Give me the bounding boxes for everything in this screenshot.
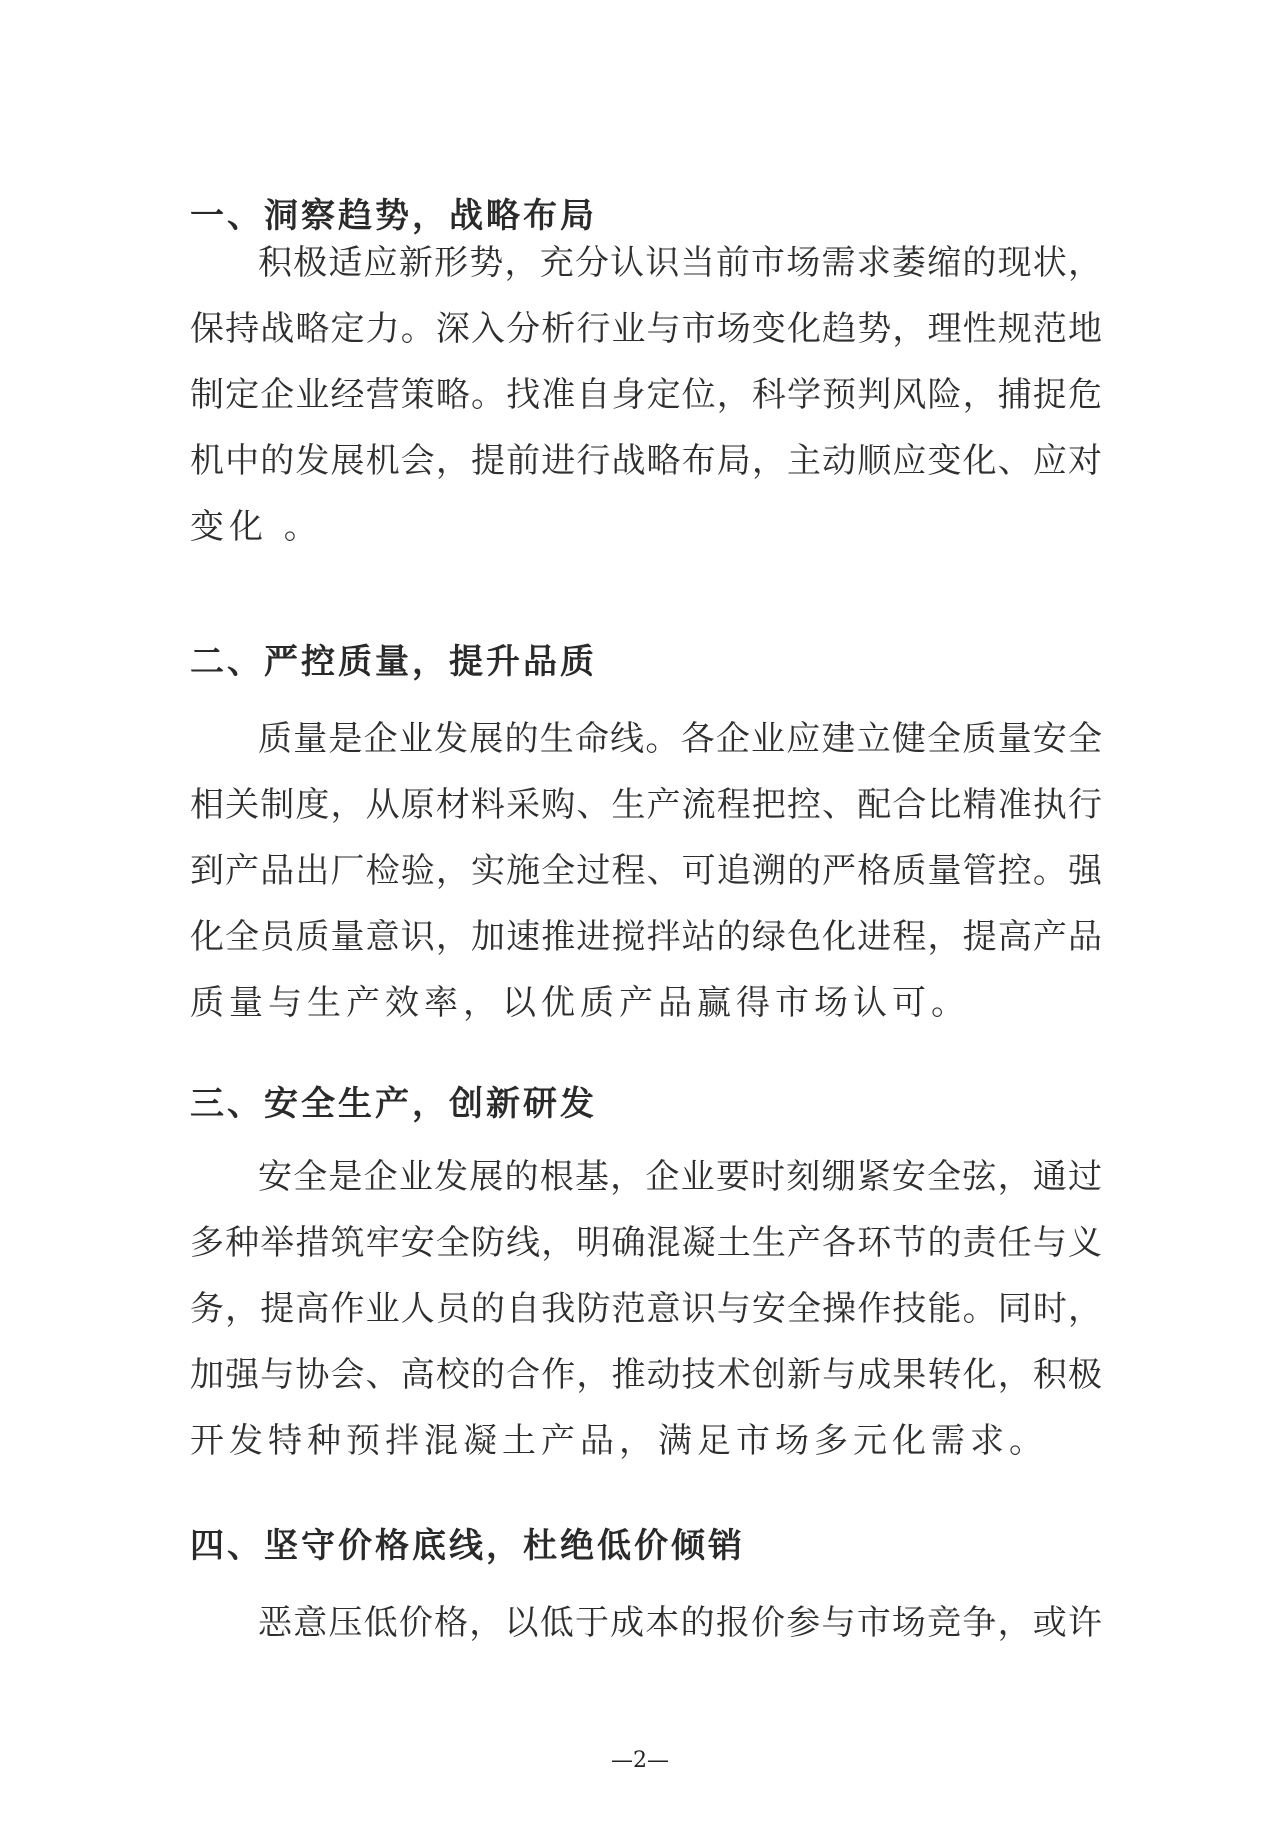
paragraph-line: 变化 。: [190, 507, 323, 547]
section-heading: 一、洞察趋势，战略布局: [190, 196, 597, 236]
section-3-body: [190, 1144, 1102, 1474]
paragraph-line: 开发特种预拌混凝土产品，满足市场多元化需求。: [190, 1421, 1048, 1461]
paragraph-line: 相关制度，从原材料采购、生产流程把控、配合比精准执行: [190, 785, 1102, 825]
paragraph-line: 恶意压低价格，以低于成本的报价参与市场竞争，或许: [258, 1603, 1102, 1643]
section-heading: 二、严控质量，提升品质: [190, 642, 597, 682]
section-4-body: [190, 1590, 1102, 1656]
paragraph-line: 质量是企业发展的生命线。各企业应建立健全质量安全: [258, 719, 1102, 759]
section-4: [190, 1508, 1102, 1584]
section-2-body: [190, 706, 1102, 1036]
paragraph-line: 务，提高作业人员的自我防范意识与安全操作技能。同时，: [190, 1289, 1102, 1329]
section-2: [190, 624, 1102, 700]
paragraph-line: 多种举措筑牢安全防线，明确混凝土生产各环节的责任与义: [190, 1223, 1102, 1263]
section-3: [190, 1066, 1102, 1142]
page-number: —2—: [611, 1748, 669, 1773]
paragraph-line: 安全是企业发展的根基，企业要时刻绷紧安全弦，通过: [258, 1157, 1102, 1197]
paragraph-line: 加强与协会、高校的合作，推动技术创新与成果转化，积极: [190, 1355, 1102, 1395]
paragraph-line: 制定企业经营策略。找准自身定位，科学预判风险，捕捉危: [190, 375, 1102, 415]
paragraph-line: 保持战略定力。深入分析行业与市场变化趋势，理性规范地: [190, 309, 1102, 349]
paragraph-line: 质量与生产效率，以优质产品赢得市场认可。: [190, 983, 970, 1023]
section-heading: 四、坚守价格底线，杜绝低价倾销: [190, 1526, 745, 1566]
paragraph-line: 机中的发展机会，提前进行战略布局，主动顺应变化、应对: [190, 441, 1102, 481]
paragraph-line: 积极适应新形势，充分认识当前市场需求萎缩的现状，: [258, 243, 1102, 283]
section-1-body: [190, 230, 1102, 560]
paragraph-line: 化全员质量意识，加速推进搅拌站的绿色化进程，提高产品: [190, 917, 1102, 957]
section-heading: 三、安全生产，创新研发: [190, 1084, 597, 1124]
paragraph-line: 到产品出厂检验，实施全过程、可追溯的严格质量管控。强: [190, 851, 1102, 891]
